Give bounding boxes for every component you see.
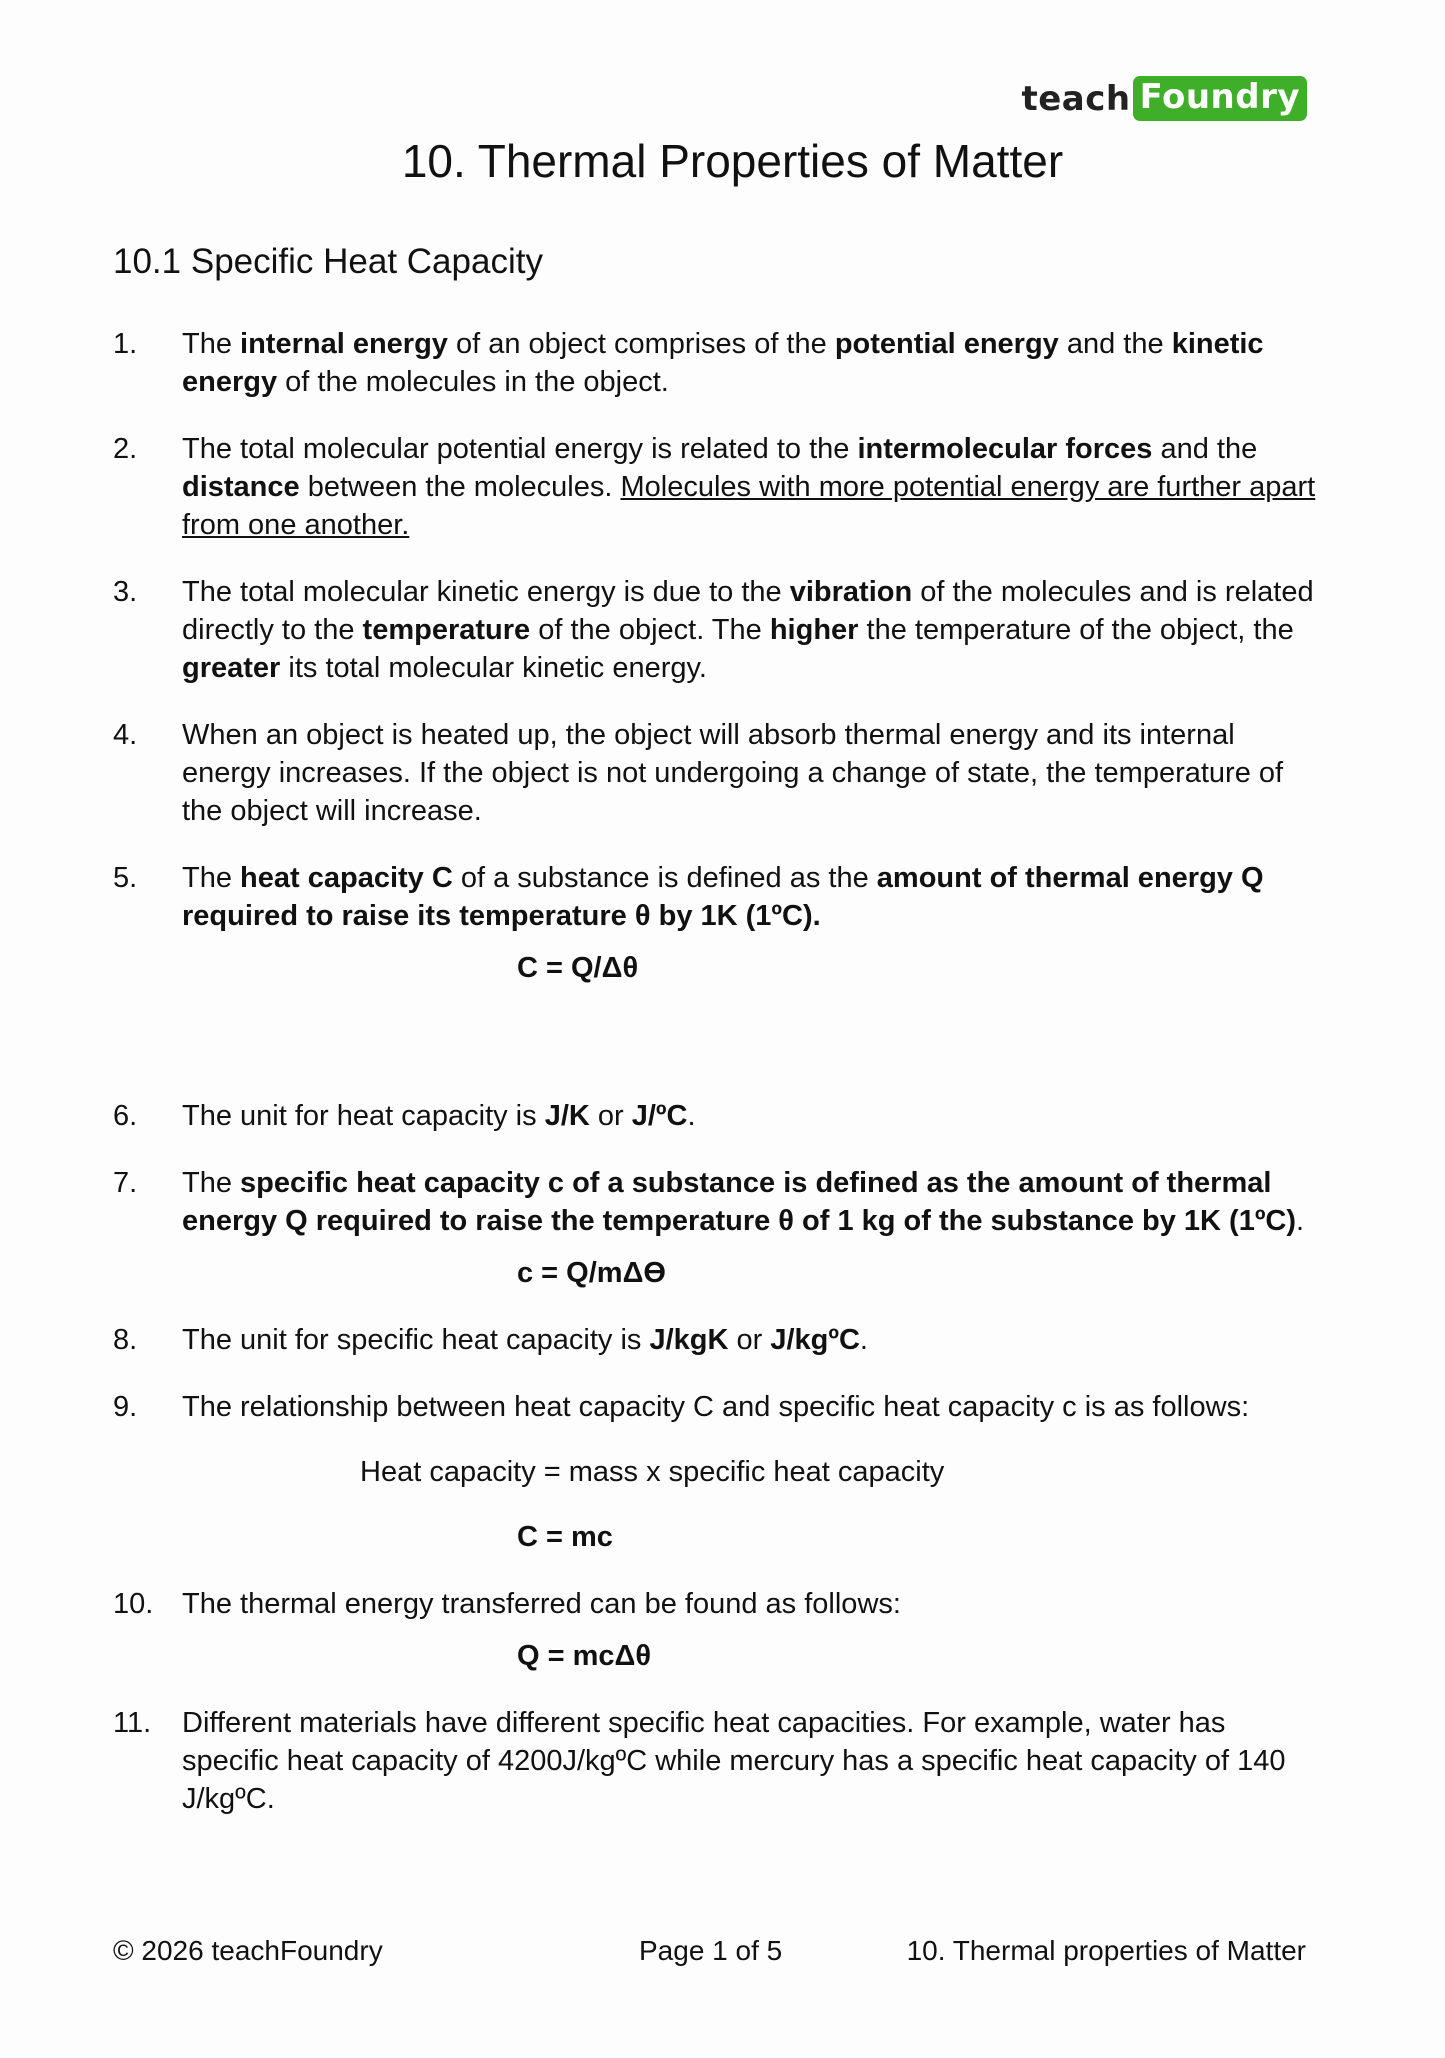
list-item-number: 9.	[113, 1391, 138, 1423]
text-run: of a substance is defined as the	[452, 862, 877, 894]
bold-text: J/K	[544, 1100, 590, 1132]
text-run: between the molecules.	[299, 471, 621, 503]
list-item-number: 8.	[113, 1324, 138, 1356]
list-item-text	[182, 1388, 1323, 1426]
list-item-text	[182, 716, 1323, 830]
list-item	[113, 716, 1323, 830]
text-run: of the molecules and is related directly to the	[182, 576, 1314, 646]
text-run: .	[687, 1100, 696, 1132]
text-run: of an object comprises of the	[447, 328, 835, 360]
list-item-number: 2.	[113, 433, 138, 465]
logo-foundry-text: Foundry	[1133, 76, 1307, 121]
formula-text: Heat capacity = mass x specific heat capacity	[360, 1456, 945, 1488]
bold-text: kinetic energy	[182, 328, 1264, 398]
list-item	[113, 1097, 1323, 1135]
text-run: .	[859, 1324, 868, 1356]
formula: C = Q/Δθ	[517, 952, 639, 984]
list-item-number: 11.	[113, 1707, 152, 1739]
text-run: of the molecules in the object.	[277, 366, 669, 398]
bold-text: intermolecular forces	[857, 433, 1153, 465]
text-run: .	[1296, 1205, 1305, 1237]
list-item	[113, 1388, 1323, 1426]
footer-copyright: © 2026 teachFoundry	[113, 1935, 383, 1966]
list-item	[113, 1321, 1323, 1359]
list-item	[113, 859, 1323, 935]
bold-text: internal energy	[240, 328, 448, 360]
list-item-number: 7.	[113, 1167, 138, 1199]
text-run: The	[182, 328, 241, 360]
text-run: The total molecular kinetic energy is due to the	[182, 576, 790, 608]
underlined-text: Molecules with more potential energy are further apart from one another.	[182, 471, 1316, 541]
text-run: its total molecular kinetic energy.	[280, 652, 707, 684]
logo-teach-text: teach	[1021, 78, 1131, 119]
list-item-number: 10.	[113, 1588, 154, 1620]
teachfoundry-logo	[1021, 76, 1307, 121]
list-item-number: 5.	[113, 862, 138, 894]
text-run: or	[589, 1100, 632, 1132]
footer-document-name: 10. Thermal properties of Matter	[906, 1935, 1306, 1966]
footer-page-number: Page 1 of 5	[639, 1935, 783, 1966]
list-item-text	[182, 859, 1323, 935]
text-run: The total molecular potential energy is related to the	[182, 433, 858, 465]
bold-text: distance	[182, 471, 300, 503]
formula: C = mc	[517, 1521, 613, 1553]
bold-text: temperature	[362, 614, 531, 646]
document-title: 10. Thermal Properties of Matter	[401, 135, 1064, 187]
list-item-text	[182, 430, 1323, 544]
list-item-text	[182, 1585, 1323, 1623]
numbered-list	[113, 325, 1323, 1847]
formula: Q = mcΔθ	[517, 1640, 652, 1672]
text-run: The	[182, 1167, 241, 1199]
text-run: Different materials have different specific heat capacities. For example, water has specific heat capacity of 4200J/kgºC while mercury has a specific heat capacity of 140 J/kgºC.	[182, 1707, 1286, 1815]
text-run: The thermal energy transferred can be found as follows:	[182, 1588, 901, 1620]
text-run: of the object. The	[530, 614, 770, 646]
text-run: The relationship between heat capacity C and specific heat capacity c is as follows:	[182, 1391, 1250, 1423]
bold-text: amount of thermal energy Q required to raise its temperature θ by 1K (1ºC).	[182, 862, 1264, 932]
list-item-text	[182, 1704, 1323, 1818]
list-item	[113, 1704, 1323, 1818]
section-title: 10.1 Specific Heat Capacity	[113, 242, 543, 281]
text-run: The unit for heat capacity is	[182, 1100, 545, 1132]
bold-text: J/kgK	[649, 1324, 729, 1356]
list-item-number: 3.	[113, 576, 138, 608]
list-item	[113, 1585, 1323, 1623]
list-item-text	[182, 1097, 1323, 1135]
text-run: the temperature of the object, the	[858, 614, 1294, 646]
bold-text: potential energy	[834, 328, 1059, 360]
bold-text: J/kgºC	[770, 1324, 860, 1356]
text-run: and the	[1152, 433, 1258, 465]
text-run: The	[182, 862, 241, 894]
list-item-number: 1.	[113, 328, 138, 360]
list-item-text	[182, 1321, 1323, 1359]
page-footer	[113, 1935, 1306, 1967]
text-run: and the	[1058, 328, 1172, 360]
list-item-text	[182, 325, 1323, 401]
list-item	[113, 1164, 1323, 1240]
bold-text: higher	[769, 614, 859, 646]
list-item-number: 6.	[113, 1100, 138, 1132]
list-item-text	[182, 573, 1323, 687]
bold-text: J/ºC	[631, 1100, 688, 1132]
bold-text: greater	[182, 652, 281, 684]
list-item	[113, 573, 1323, 687]
bold-text: heat capacity C	[240, 862, 453, 894]
list-item-text	[182, 1164, 1323, 1240]
list-item-number: 4.	[113, 719, 138, 751]
text-run: The unit for specific heat capacity is	[182, 1324, 650, 1356]
bold-text: specific heat capacity c of a substance is defined as the amount of thermal energy Q required to raise the temperature θ of 1 kg of the substance by 1K (1ºC)	[182, 1167, 1297, 1237]
bold-text: vibration	[789, 576, 913, 608]
text-run: or	[728, 1324, 771, 1356]
formula: c = Q/mΔϴ	[517, 1257, 666, 1289]
list-item	[113, 325, 1323, 401]
list-item	[113, 430, 1323, 544]
text-run: When an object is heated up, the object will absorb thermal energy and its internal energy increases. If the object is not undergoing a change of state, the temperature of the object will increase.	[182, 719, 1284, 827]
